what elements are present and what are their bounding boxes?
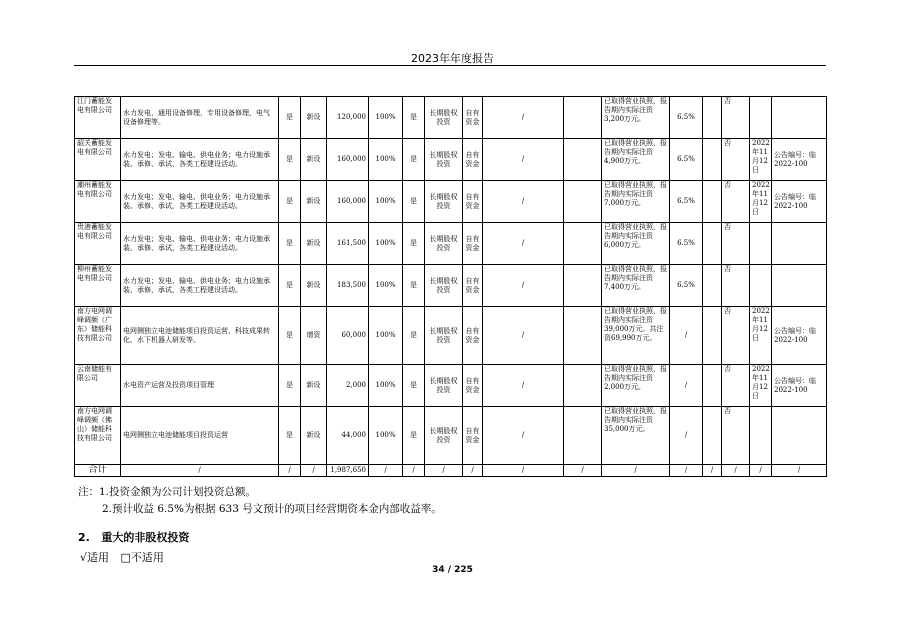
disclosure-date-cell: 2022年11月12日: [750, 181, 772, 223]
table-row: [75, 265, 827, 307]
progress-cell: 已取得营业执照，报告期内实际注资39,000万元。共注资69,990万元。: [602, 307, 670, 365]
total-ratio-cell: /: [369, 465, 403, 477]
progress-cell: 已取得营业执照，报告期内实际注资6,000万元。: [602, 223, 670, 265]
investment-mode-cell: 新设: [301, 223, 327, 265]
disclosure-index-cell: 公告编号：临2022-100: [772, 139, 827, 181]
accounting-subject-cell: 长期股权投资: [425, 307, 463, 365]
accounting-subject-cell: 长期股权投资: [425, 407, 463, 465]
accounting-subject-cell: 长期股权投资: [425, 181, 463, 223]
accounting-subject-cell: 长期股权投资: [425, 97, 463, 139]
table-row: [75, 97, 827, 139]
accounting-subject-cell: 长期股权投资: [425, 223, 463, 265]
current-gain-cell: [703, 365, 722, 407]
consolidated-cell: 是: [403, 223, 425, 265]
total-row: [75, 465, 827, 477]
expected-yield-cell: /: [670, 365, 703, 407]
lawsuit-cell: 否: [722, 223, 750, 265]
expected-yield-cell: 6.5%: [670, 139, 703, 181]
business-scope-cell: 水力发电；发电、输电、供电业务；电力设施承装、承修、承试，各类工程建设活动。: [121, 265, 279, 307]
total-amount-cell: 1,987,650: [327, 465, 369, 477]
accounting-subject-cell: 长期股权投资: [425, 139, 463, 181]
business-scope-cell: 水力发电；发电、输电、供电业务；电力设施承装、承修、承试，各类工程建设活动。: [121, 223, 279, 265]
table-row: [75, 307, 827, 365]
main-business-cell: 是: [279, 407, 301, 465]
investment-amount-cell: 44,000: [327, 407, 369, 465]
funding-source-cell: 自有资金: [463, 97, 483, 139]
funding-source-cell: 自有资金: [463, 365, 483, 407]
investment-term-cell: [564, 97, 602, 139]
total-yield-cell: /: [670, 465, 703, 477]
accounting-subject-cell: 长期股权投资: [425, 365, 463, 407]
table-row: [75, 365, 827, 407]
investment-mode-cell: 新设: [301, 181, 327, 223]
disclosure-date-cell: [750, 223, 772, 265]
progress-cell: 已取得营业执照，报告期内实际注资7,000万元。: [602, 181, 670, 223]
total-term-cell: /: [564, 465, 602, 477]
total-business-cell: /: [121, 465, 279, 477]
page-number: 34 / 225: [432, 565, 473, 575]
progress-cell: 已取得营业执照，报告期内实际注资2,000万元。: [602, 365, 670, 407]
shareholding-ratio-cell: 100%: [369, 97, 403, 139]
disclosure-index-cell: 公告编号：临2022-100: [772, 365, 827, 407]
table-row: [75, 223, 827, 265]
total-gain-cell: /: [703, 465, 722, 477]
expected-yield-cell: 6.5%: [670, 181, 703, 223]
consolidated-cell: 是: [403, 97, 425, 139]
total-consolidated-cell: /: [403, 465, 425, 477]
business-scope-cell: 水力发电，通用设备修理，专用设备修理，电气设备修理等。: [121, 97, 279, 139]
expected-yield-cell: 6.5%: [670, 265, 703, 307]
company-name-cell: 潮州蓄能发电有限公司: [75, 181, 121, 223]
funding-source-cell: 自有资金: [463, 265, 483, 307]
main-business-cell: 是: [279, 223, 301, 265]
investment-mode-cell: 增资: [301, 307, 327, 365]
shareholding-ratio-cell: 100%: [369, 407, 403, 465]
section-title: 2. 重大的非股权投资: [78, 531, 190, 544]
total-subject-cell: /: [425, 465, 463, 477]
disclosure-index-cell: 公告编号：临2022-100: [772, 181, 827, 223]
consolidated-cell: 是: [403, 365, 425, 407]
disclosure-index-cell: [772, 407, 827, 465]
investment-mode-cell: 新设: [301, 407, 327, 465]
disclosure-index-cell: [772, 223, 827, 265]
funding-source-cell: 自有资金: [463, 181, 483, 223]
consolidated-cell: 是: [403, 265, 425, 307]
investment-amount-cell: 2,000: [327, 365, 369, 407]
company-name-cell: 南方电网调峰调频（佛山）储能科技有限公司: [75, 407, 121, 465]
lawsuit-cell: 否: [722, 265, 750, 307]
investment-term-cell: [564, 365, 602, 407]
expected-yield-cell: 6.5%: [670, 223, 703, 265]
lawsuit-cell: 否: [722, 407, 750, 465]
shareholding-ratio-cell: 100%: [369, 365, 403, 407]
investment-term-cell: [564, 407, 602, 465]
disclosure-index-cell: [772, 265, 827, 307]
current-gain-cell: [703, 407, 722, 465]
consolidated-cell: 是: [403, 307, 425, 365]
table-row: [75, 181, 827, 223]
disclosure-date-cell: 2022年11月12日: [750, 307, 772, 365]
disclosure-date-cell: [750, 265, 772, 307]
investment-amount-cell: 183,500: [327, 265, 369, 307]
table-row: [75, 139, 827, 181]
total-mode-cell: /: [301, 465, 327, 477]
consolidated-cell: 是: [403, 181, 425, 223]
total-index-cell: /: [772, 465, 827, 477]
investment-amount-cell: 161,500: [327, 223, 369, 265]
equity-investment-table: [74, 96, 827, 477]
lawsuit-cell: 否: [722, 97, 750, 139]
note-2: 2.预计收益 6.5%为根据 633 号文预计的项目经营期资本金内部收益率。: [102, 503, 442, 515]
investment-amount-cell: 160,000: [327, 139, 369, 181]
expected-yield-cell: /: [670, 307, 703, 365]
funding-source-cell: 自有资金: [463, 307, 483, 365]
investment-term-cell: [564, 139, 602, 181]
business-scope-cell: 水力发电；发电、输电、供电业务；电力设施承装、承修、承试，各类工程建设活动。: [121, 181, 279, 223]
lawsuit-cell: 否: [722, 139, 750, 181]
expected-yield-cell: 6.5%: [670, 97, 703, 139]
total-partner-cell: /: [483, 465, 564, 477]
main-business-cell: 是: [279, 265, 301, 307]
lawsuit-cell: 否: [722, 181, 750, 223]
company-name-cell: 柳州蓄能发电有限公司: [75, 265, 121, 307]
investment-term-cell: [564, 307, 602, 365]
disclosure-index-cell: [772, 97, 827, 139]
partner-cell: /: [483, 365, 564, 407]
progress-cell: 已取得营业执照，报告期内实际注资35,000万元。: [602, 407, 670, 465]
consolidated-cell: 是: [403, 407, 425, 465]
investment-mode-cell: 新设: [301, 139, 327, 181]
investment-mode-cell: 新设: [301, 365, 327, 407]
lawsuit-cell: 否: [722, 307, 750, 365]
disclosure-date-cell: 2022年11月12日: [750, 139, 772, 181]
disclosure-index-cell: 公告编号：临2022-100: [772, 307, 827, 365]
funding-source-cell: 自有资金: [463, 407, 483, 465]
lawsuit-cell: 否: [722, 365, 750, 407]
funding-source-cell: 自有资金: [463, 223, 483, 265]
company-name-cell: 南方电网调峰调频（广东）储能科技有限公司: [75, 307, 121, 365]
total-funding-cell: /: [463, 465, 483, 477]
option-not-applicable[interactable]: □不适用: [120, 551, 164, 564]
current-gain-cell: [703, 139, 722, 181]
disclosure-date-cell: 2022年11月12日: [750, 365, 772, 407]
current-gain-cell: [703, 265, 722, 307]
company-name-cell: 贵港蓄能发电有限公司: [75, 223, 121, 265]
company-name-cell: 云南储能有限公司: [75, 365, 121, 407]
expected-yield-cell: /: [670, 407, 703, 465]
partner-cell: /: [483, 265, 564, 307]
investment-term-cell: [564, 181, 602, 223]
accounting-subject-cell: 长期股权投资: [425, 265, 463, 307]
option-applicable[interactable]: √适用: [80, 551, 110, 564]
total-label-cell: 合计: [75, 465, 121, 477]
current-gain-cell: [703, 97, 722, 139]
table-row: [75, 407, 827, 465]
business-scope-cell: 电网侧独立电池储能项目投资运营、科技成果转化、水下机器人研发等。: [121, 307, 279, 365]
investment-amount-cell: 120,000: [327, 97, 369, 139]
header-rule: [74, 65, 826, 66]
partner-cell: /: [483, 181, 564, 223]
report-header-title: 2023年年度报告: [411, 52, 494, 65]
shareholding-ratio-cell: 100%: [369, 223, 403, 265]
main-business-cell: 是: [279, 97, 301, 139]
shareholding-ratio-cell: 100%: [369, 265, 403, 307]
investment-amount-cell: 60,000: [327, 307, 369, 365]
main-business-cell: 是: [279, 365, 301, 407]
shareholding-ratio-cell: 100%: [369, 307, 403, 365]
shareholding-ratio-cell: 100%: [369, 139, 403, 181]
partner-cell: /: [483, 97, 564, 139]
total-lawsuit-cell: /: [722, 465, 750, 477]
disclosure-date-cell: [750, 97, 772, 139]
company-name-cell: 韶关蓄能发电有限公司: [75, 139, 121, 181]
table-notes: [78, 484, 442, 518]
total-progress-cell: /: [602, 465, 670, 477]
investment-mode-cell: 新设: [301, 97, 327, 139]
total-date-cell: /: [750, 465, 772, 477]
partner-cell: /: [483, 407, 564, 465]
disclosure-date-cell: [750, 407, 772, 465]
business-scope-cell: 水力发电；发电、输电、供电业务；电力设施承装、承修、承试，各类工程建设活动。: [121, 139, 279, 181]
progress-cell: 已取得营业执照，报告期内实际注资4,900万元。: [602, 139, 670, 181]
business-scope-cell: 水电资产运营及投资项目管理: [121, 365, 279, 407]
investment-term-cell: [564, 223, 602, 265]
shareholding-ratio-cell: 100%: [369, 181, 403, 223]
current-gain-cell: [703, 223, 722, 265]
main-business-cell: 是: [279, 139, 301, 181]
partner-cell: /: [483, 307, 564, 365]
consolidated-cell: 是: [403, 139, 425, 181]
note-1: 注：1.投资金额为公司计划投资总额。: [78, 486, 257, 498]
main-business-cell: 是: [279, 307, 301, 365]
partner-cell: /: [483, 223, 564, 265]
progress-cell: 已取得营业执照，报告期内实际注资3,200万元。: [602, 97, 670, 139]
investment-term-cell: [564, 265, 602, 307]
company-name-cell: 江门蓄能发电有限公司: [75, 97, 121, 139]
main-business-cell: 是: [279, 181, 301, 223]
investment-mode-cell: 新设: [301, 265, 327, 307]
business-scope-cell: 电网侧独立电池储能项目投资运营: [121, 407, 279, 465]
progress-cell: 已取得营业执照，报告期内实际注资7,400万元。: [602, 265, 670, 307]
current-gain-cell: [703, 307, 722, 365]
funding-source-cell: 自有资金: [463, 139, 483, 181]
applicability-options: [80, 549, 172, 565]
investment-amount-cell: 160,000: [327, 181, 369, 223]
total-main-cell: /: [279, 465, 301, 477]
current-gain-cell: [703, 181, 722, 223]
partner-cell: /: [483, 139, 564, 181]
